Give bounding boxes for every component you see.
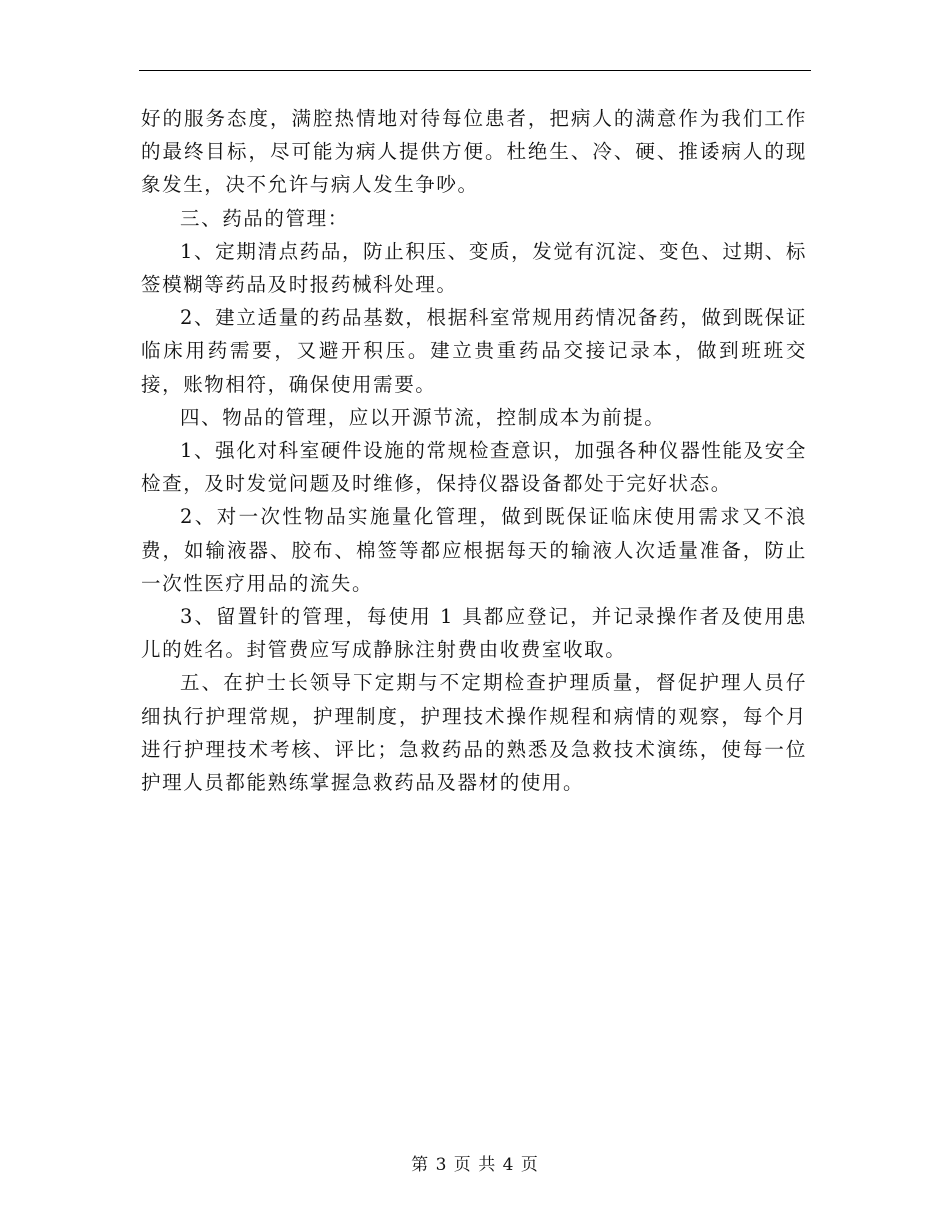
section-heading-quality-inspection: 五、在护士长领导下定期与不定期检查护理质量，督促护理人员仔细执行护理常规，护理制度，护理技术操作规程和病情的观察，每个月进行护理技术考核、评比；急救药品的熟悉及急救技术演练，使每一位护理人员都能熟练掌握急救药品及器材的使用。 [141,671,807,795]
paragraph-equipment-inspection: 1、强化对科室硬件设施的常规检查意识，加强各种仪器性能及安全检查，及时发觉问题及时维修，保持仪器设备都处于完好状态。 [141,439,807,496]
page-number-footer: 第 3 页 共 4 页 [411,1155,539,1175]
paragraph-indwelling-needle: 3、留置针的管理，每使用 1 具都应登记，并记录操作者及使用患儿的姓名。封管费应写成静脉注射费由收费室收取。 [141,605,807,662]
paragraph-disposables-management: 2、对一次性物品实施量化管理，做到既保证临床使用需求又不浪费，如输液器、胶布、棉签等都应根据每天的输液人次适量准备，防止一次性医疗用品的流失。 [141,505,807,595]
document-body [141,102,807,799]
paragraph-drug-base-stock: 2、建立适量的药品基数，根据科室常规用药情况备药，做到既保证临床用药需要，又避开积压。建立贵重药品交接记录本，做到班班交接，账物相符，确保使用需要。 [141,306,807,396]
section-heading-drug-management: 三、药品的管理： [180,206,349,230]
header-rule [139,70,811,71]
paragraph-drug-inventory: 1、定期清点药品，防止积压、变质，发觉有沉淀、变色、过期、标签模糊等药品及时报药械科处理。 [141,239,807,297]
paragraph-continuation: 好的服务态度，满腔热情地对待每位患者，把病人的满意作为我们工作的最终目标，尽可能为病人提供方便。杜绝生、冷、硬、推诿病人的现象发生，决不允许与病人发生争吵。 [141,107,807,197]
section-heading-supplies-management: 四、物品的管理，应以开源节流，控制成本为前提。 [180,405,666,429]
